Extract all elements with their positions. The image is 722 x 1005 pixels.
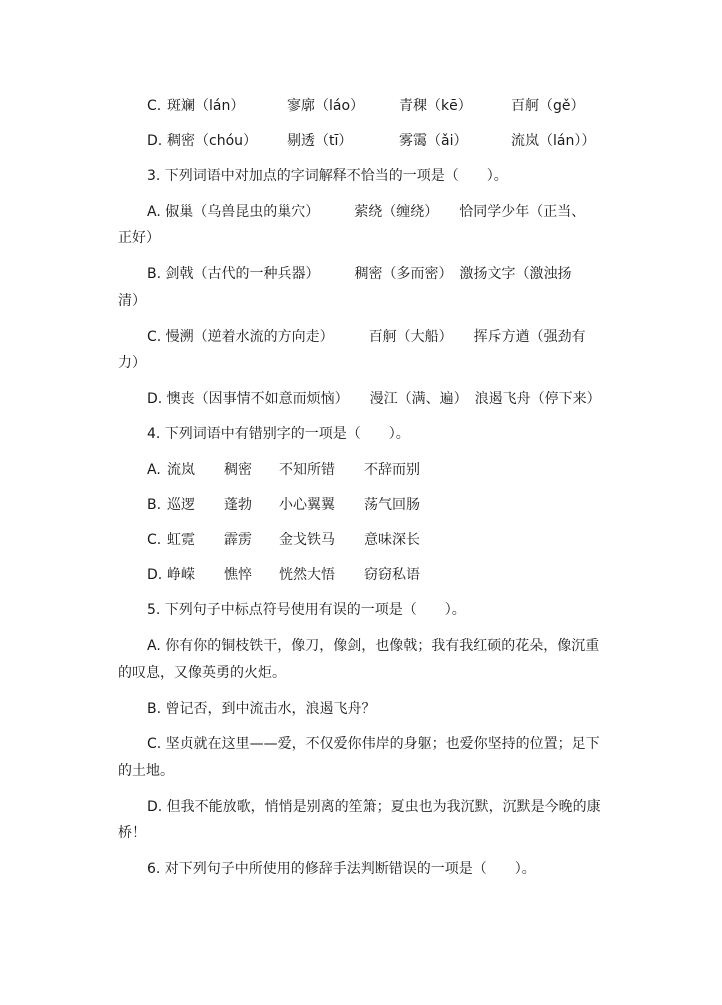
q4-option-c-letter: C. <box>147 532 162 548</box>
q2-option-d-letter: D. <box>147 133 163 149</box>
q4-option-c-word-2: 霹雳 <box>224 532 252 548</box>
q4-option-a-word-4: 不辞而别 <box>364 462 420 478</box>
q4-option-c-word-3: 金戈铁马 <box>279 532 335 548</box>
q4-option-d-word-1: 峥嵘 <box>167 567 195 583</box>
q4-option-d-word-4: 窃窃私语 <box>364 567 420 583</box>
q2-option-c-item-3: 青稞（kē） <box>399 98 472 114</box>
q6-stem: 6. 对下列句子中所使用的修辞手法判断错误的一项是（ ）。 <box>147 861 536 877</box>
q5-option-c: C. 坚贞就在这里——爱，不仅爱你伟岸的身躯；也爱你坚持的位置；足下 <box>147 736 600 752</box>
q3-option-c-continued: 力） <box>118 355 146 371</box>
q2-option-d-item-1: 稠密（chóu） <box>167 133 258 149</box>
q2-option-c-letter: C. <box>147 98 162 114</box>
q2-option-d-item-2: 剔透（tī） <box>287 133 353 149</box>
q5-option-a-continued: 的叹息，又像英勇的火炬。 <box>118 665 286 681</box>
q4-option-c-word-1: 虹霓 <box>167 532 195 548</box>
q5-option-d: D. 但我不能放歌，悄悄是别离的笙箫；夏虫也为我沉默，沉默是今晚的康 <box>147 799 601 815</box>
q3-stem: 3. 下列词语中对加点的字词解释不恰当的一项是（ ）。 <box>147 168 508 184</box>
q4-option-a-word-2: 稠密 <box>224 462 252 478</box>
q2-option-c-item-1: 斑斓（lán） <box>167 98 245 114</box>
q2-option-c-item-4: 百舸（gě） <box>511 98 585 114</box>
q5-option-b: B. 曾记否，到中流击水，浪遏飞舟？ <box>147 701 376 717</box>
q4-option-b-word-3: 小心翼翼 <box>279 497 335 513</box>
q5-option-a: A. 你有你的铜枝铁干，像刀，像剑，也像戟；我有我红硕的花朵，像沉重 <box>147 638 600 654</box>
q4-option-a-letter: A. <box>147 462 161 478</box>
q3-option-b-continued: 清） <box>118 293 146 309</box>
q3-option-b: B. 剑戟（古代的一种兵器） 稠密（多而密） 激扬文字（激浊扬 <box>147 266 572 282</box>
q4-option-d-word-3: 恍然大悟 <box>279 567 335 583</box>
q4-option-b-letter: B. <box>147 497 162 513</box>
q5-stem: 5. 下列句子中标点符号使用有误的一项是（ ）。 <box>147 602 466 618</box>
q4-stem: 4. 下列词语中有错别字的一项是（ ）。 <box>147 426 410 442</box>
q3-option-a-continued: 正好） <box>118 230 160 246</box>
q3-option-d: D. 懊丧（因事情不如意而烦恼） 漫江（满、遍） 浪遏飞舟（停下来） <box>147 391 601 407</box>
q3-option-c: C. 慢溯（逆着水流的方向走） 百舸（大船） 挥斥方遒（强劲有 <box>147 329 586 345</box>
q2-option-c-item-2: 寥廓（láo） <box>287 98 365 114</box>
q5-option-d-continued: 桥！ <box>118 825 146 841</box>
q4-option-d-letter: D. <box>147 567 163 583</box>
q2-option-d-item-4: 流岚（lán）） <box>511 133 596 149</box>
q4-option-b-word-1: 巡逻 <box>167 497 195 513</box>
q5-option-c-continued: 的土地。 <box>118 763 174 779</box>
q4-option-c-word-4: 意味深长 <box>364 532 420 548</box>
q4-option-d-word-2: 憔悴 <box>224 567 252 583</box>
q4-option-a-word-3: 不知所错 <box>279 462 335 478</box>
q4-option-b-word-2: 蓬勃 <box>224 497 252 513</box>
q3-option-a: A. 俶巢（乌兽昆虫的巢穴） 萦绕（缠绕） 恰同学少年（正当、 <box>147 204 586 220</box>
q4-option-a-word-1: 流岚 <box>167 462 195 478</box>
q2-option-d-item-3: 雾霭（ǎi） <box>399 133 468 149</box>
q4-option-b-word-4: 荡气回肠 <box>364 497 420 513</box>
